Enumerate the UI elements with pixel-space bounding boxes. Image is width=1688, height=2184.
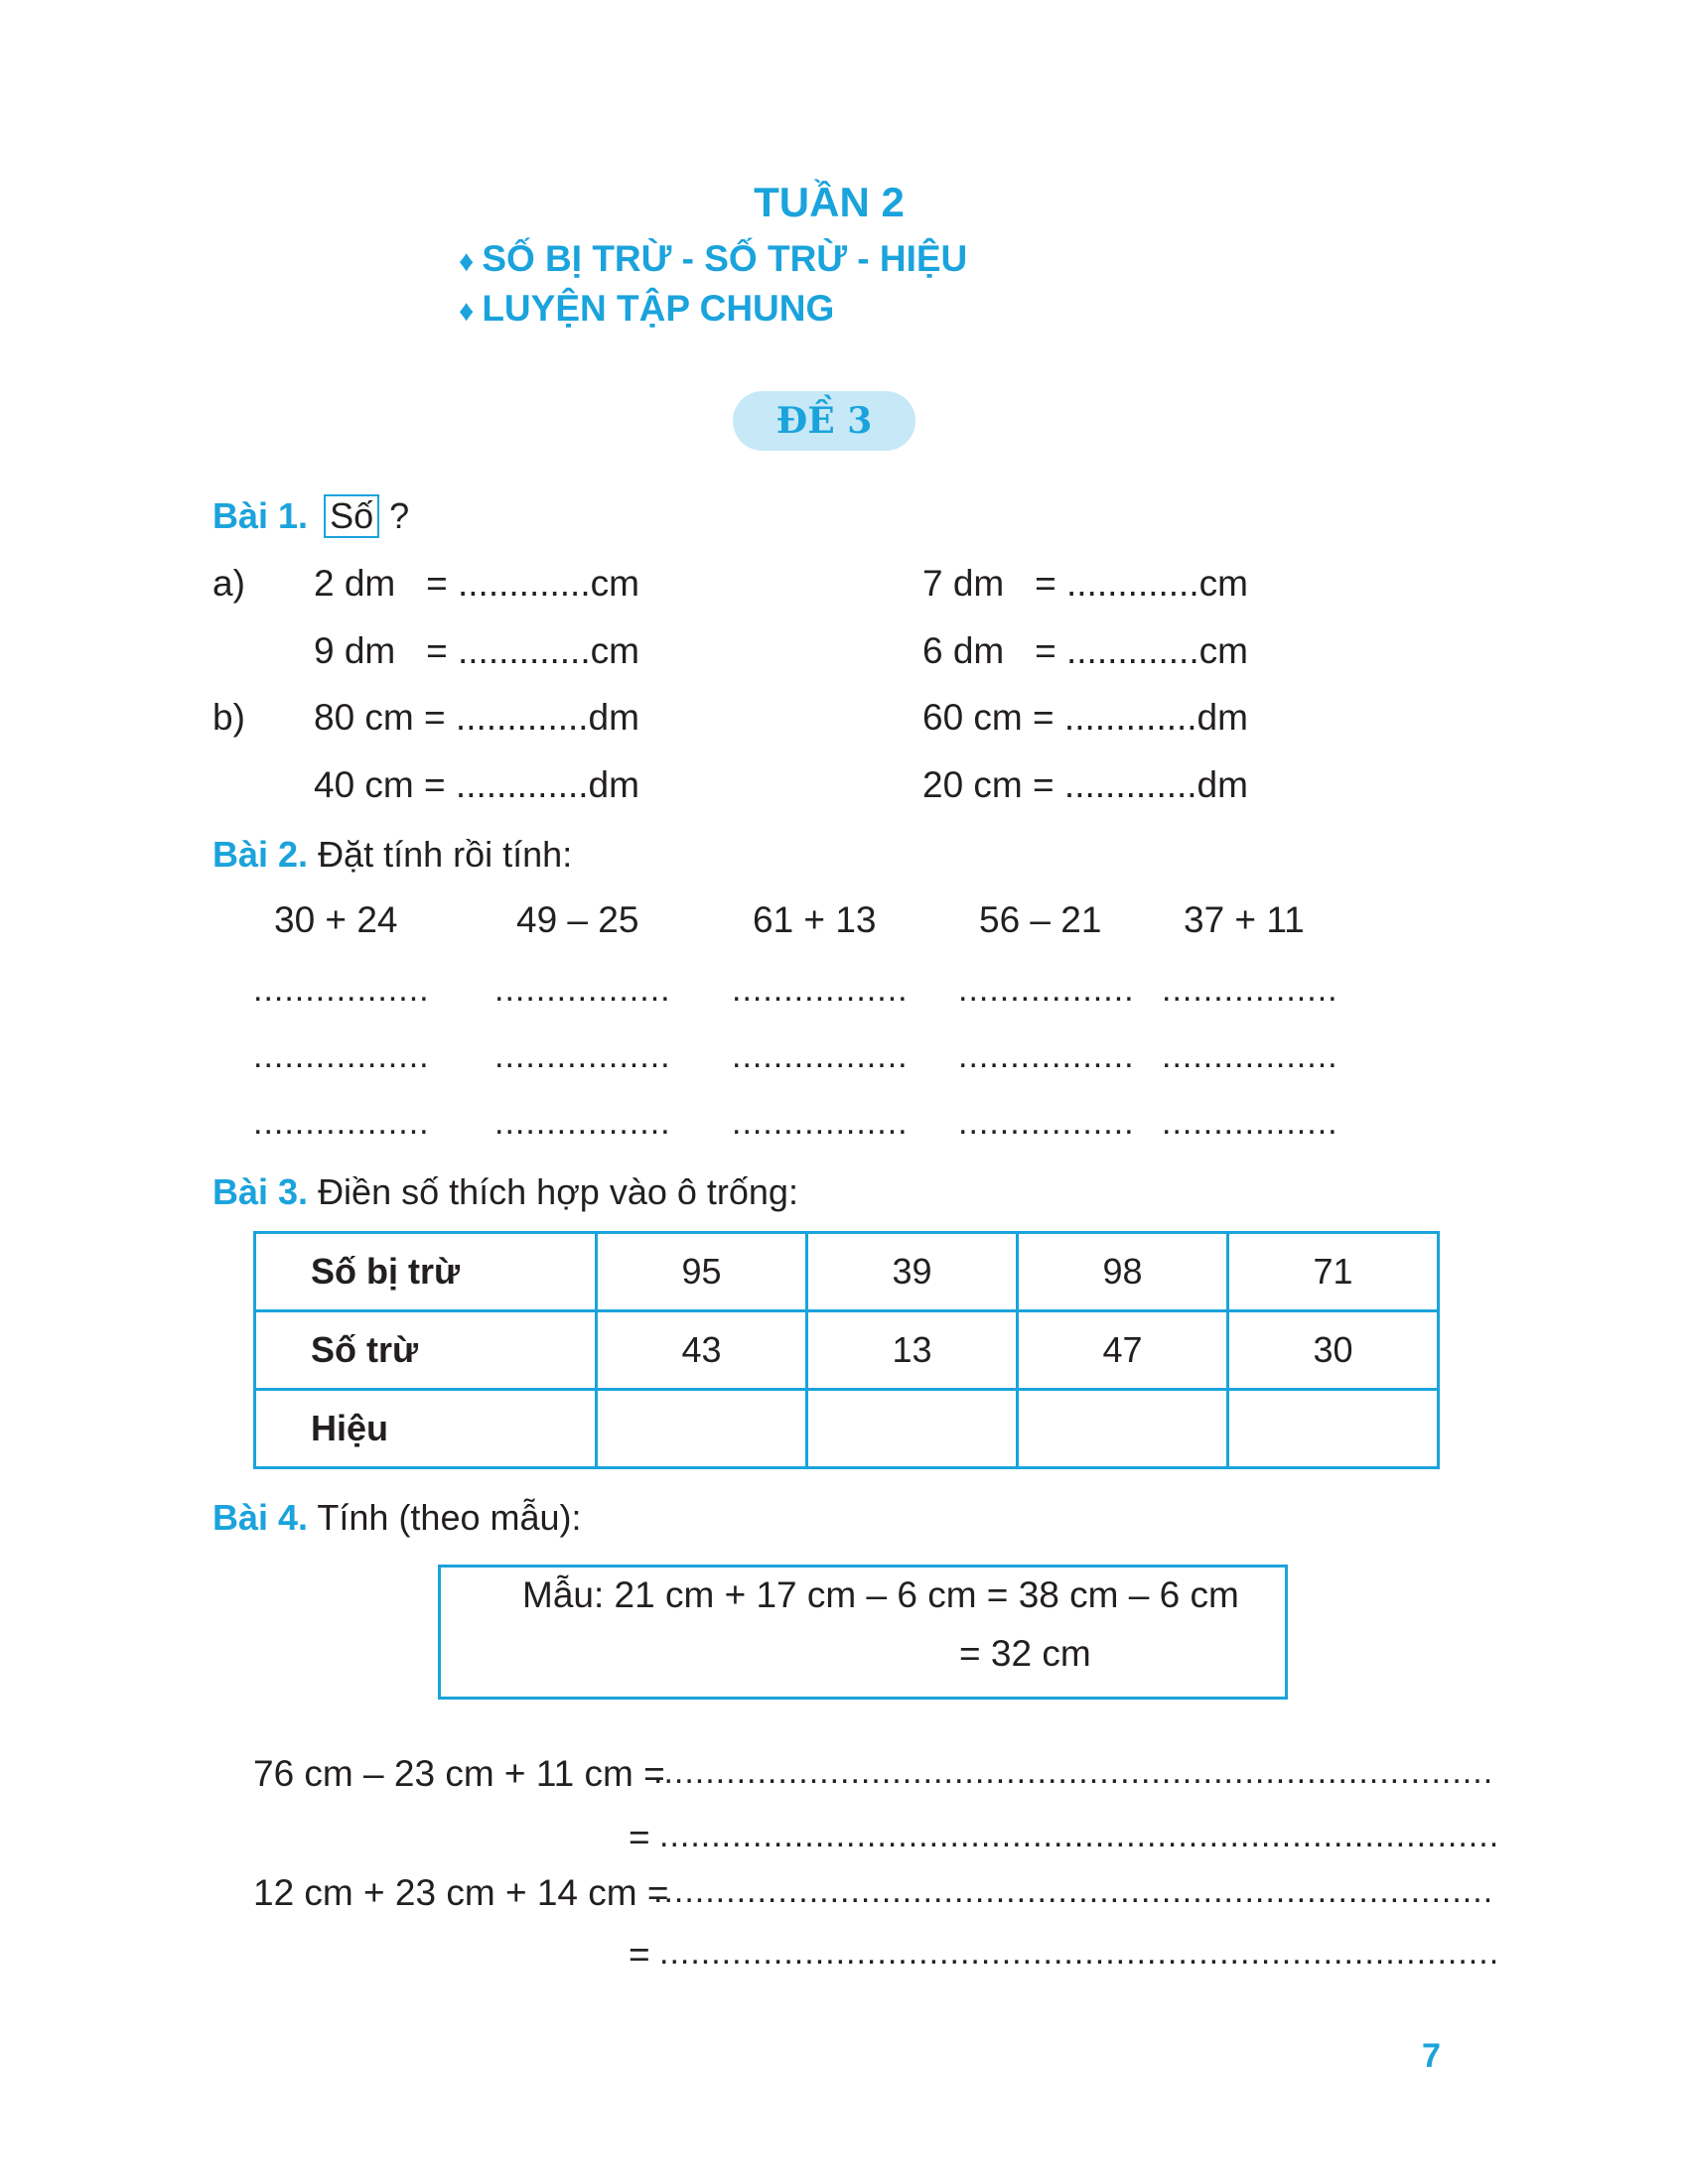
answer-dots[interactable]: ................. (732, 1037, 909, 1075)
bai1-item[interactable]: 20 cm = .............dm (922, 764, 1248, 805)
answer-dots[interactable]: ................. (253, 1037, 430, 1075)
bai1-item[interactable]: 60 cm = .............dm (922, 697, 1248, 738)
answer-cell[interactable] (1228, 1390, 1439, 1468)
topic-1: ♦ SỐ BỊ TRỪ - SỐ TRỪ - HIỆU (459, 238, 968, 279)
answer-dots[interactable]: ................. (253, 1104, 430, 1142)
answer-dots[interactable]: ................. (1162, 971, 1338, 1009)
bai4-expr-2: 12 cm + 23 cm + 14 cm = (253, 1872, 669, 1913)
table-cell: 98 (1018, 1233, 1228, 1311)
bai2-expr: 49 – 25 (516, 899, 639, 940)
exam-badge: ĐỀ 3 (733, 391, 915, 451)
answer-dots[interactable]: ................................................................................. (653, 1753, 1494, 1791)
example-line-2: = 32 cm (959, 1633, 1091, 1674)
table-cell: 43 (597, 1311, 807, 1390)
table-cell: 95 (597, 1233, 807, 1311)
bai2-expr: 30 + 24 (274, 899, 398, 940)
answer-dots[interactable]: ................. (958, 971, 1135, 1009)
bai4-expr-1: 76 cm – 23 cm + 11 cm = (253, 1753, 665, 1794)
equals-sign: = (629, 1817, 650, 1857)
table-cell: 47 (1018, 1311, 1228, 1390)
answer-dots[interactable]: ................................................................................. (659, 1817, 1500, 1854)
table-cell: 39 (807, 1233, 1018, 1311)
answer-dots[interactable]: ................. (494, 1104, 671, 1142)
bai2-expr: 61 + 13 (753, 899, 877, 940)
so-box: Số (324, 494, 379, 538)
bai1-heading: Bài 1. Số ? (212, 495, 410, 536)
bai4-heading: Bài 4. Tính (theo mẫu): (212, 1497, 582, 1538)
answer-cell[interactable] (1018, 1390, 1228, 1468)
example-line-1: Mẫu: 21 cm + 17 cm – 6 cm = 38 cm – 6 cm (522, 1574, 1239, 1615)
table-row (255, 1311, 1439, 1390)
bai2-expr: 56 – 21 (979, 899, 1102, 940)
answer-dots[interactable]: ................. (1162, 1037, 1338, 1075)
bai1-a-label: a) (212, 563, 245, 604)
week-title: TUẦN 2 (754, 179, 905, 225)
answer-dots[interactable]: ................. (253, 971, 430, 1009)
row-header: Số bị trừ (255, 1233, 597, 1311)
bai2-expr: 37 + 11 (1184, 899, 1305, 940)
table-cell: 30 (1228, 1311, 1439, 1390)
diamond-bullet-icon: ♦ (459, 295, 475, 328)
answer-dots[interactable]: ................. (1162, 1104, 1338, 1142)
bai1-item[interactable]: 2 dm = .............cm (314, 563, 639, 604)
bai3-heading: Bài 3. Điền số thích hợp vào ô trống: (212, 1171, 798, 1212)
answer-dots[interactable]: ................. (732, 1104, 909, 1142)
equals-sign: = (629, 1934, 650, 1975)
answer-dots[interactable]: ................. (494, 1037, 671, 1075)
bai1-item[interactable]: 6 dm = .............cm (922, 630, 1248, 671)
row-header: Hiệu (255, 1390, 597, 1468)
answer-dots[interactable]: ................. (494, 971, 671, 1009)
diamond-bullet-icon: ♦ (459, 245, 475, 278)
page-number: 7 (1422, 2037, 1441, 2075)
bai1-item[interactable]: 7 dm = .............cm (922, 563, 1248, 604)
bai1-item[interactable]: 40 cm = .............dm (314, 764, 639, 805)
answer-cell[interactable] (597, 1390, 807, 1468)
bai1-b-label: b) (212, 697, 245, 738)
table-row (255, 1390, 1439, 1468)
topic-2: ♦ LUYỆN TẬP CHUNG (459, 288, 835, 329)
answer-dots[interactable]: ................................................................................. (653, 1872, 1494, 1910)
subtraction-table (253, 1231, 1440, 1469)
table-row (255, 1233, 1439, 1311)
answer-dots[interactable]: ................................................................................. (659, 1934, 1500, 1972)
answer-cell[interactable] (807, 1390, 1018, 1468)
bai1-item[interactable]: 9 dm = .............cm (314, 630, 639, 671)
row-header: Số trừ (255, 1311, 597, 1390)
answer-dots[interactable]: ................. (958, 1037, 1135, 1075)
bai1-item[interactable]: 80 cm = .............dm (314, 697, 639, 738)
table-cell: 71 (1228, 1233, 1439, 1311)
answer-dots[interactable]: ................. (732, 971, 909, 1009)
table-cell: 13 (807, 1311, 1018, 1390)
bai2-heading: Bài 2. Đặt tính rồi tính: (212, 834, 573, 875)
answer-dots[interactable]: ................. (958, 1104, 1135, 1142)
